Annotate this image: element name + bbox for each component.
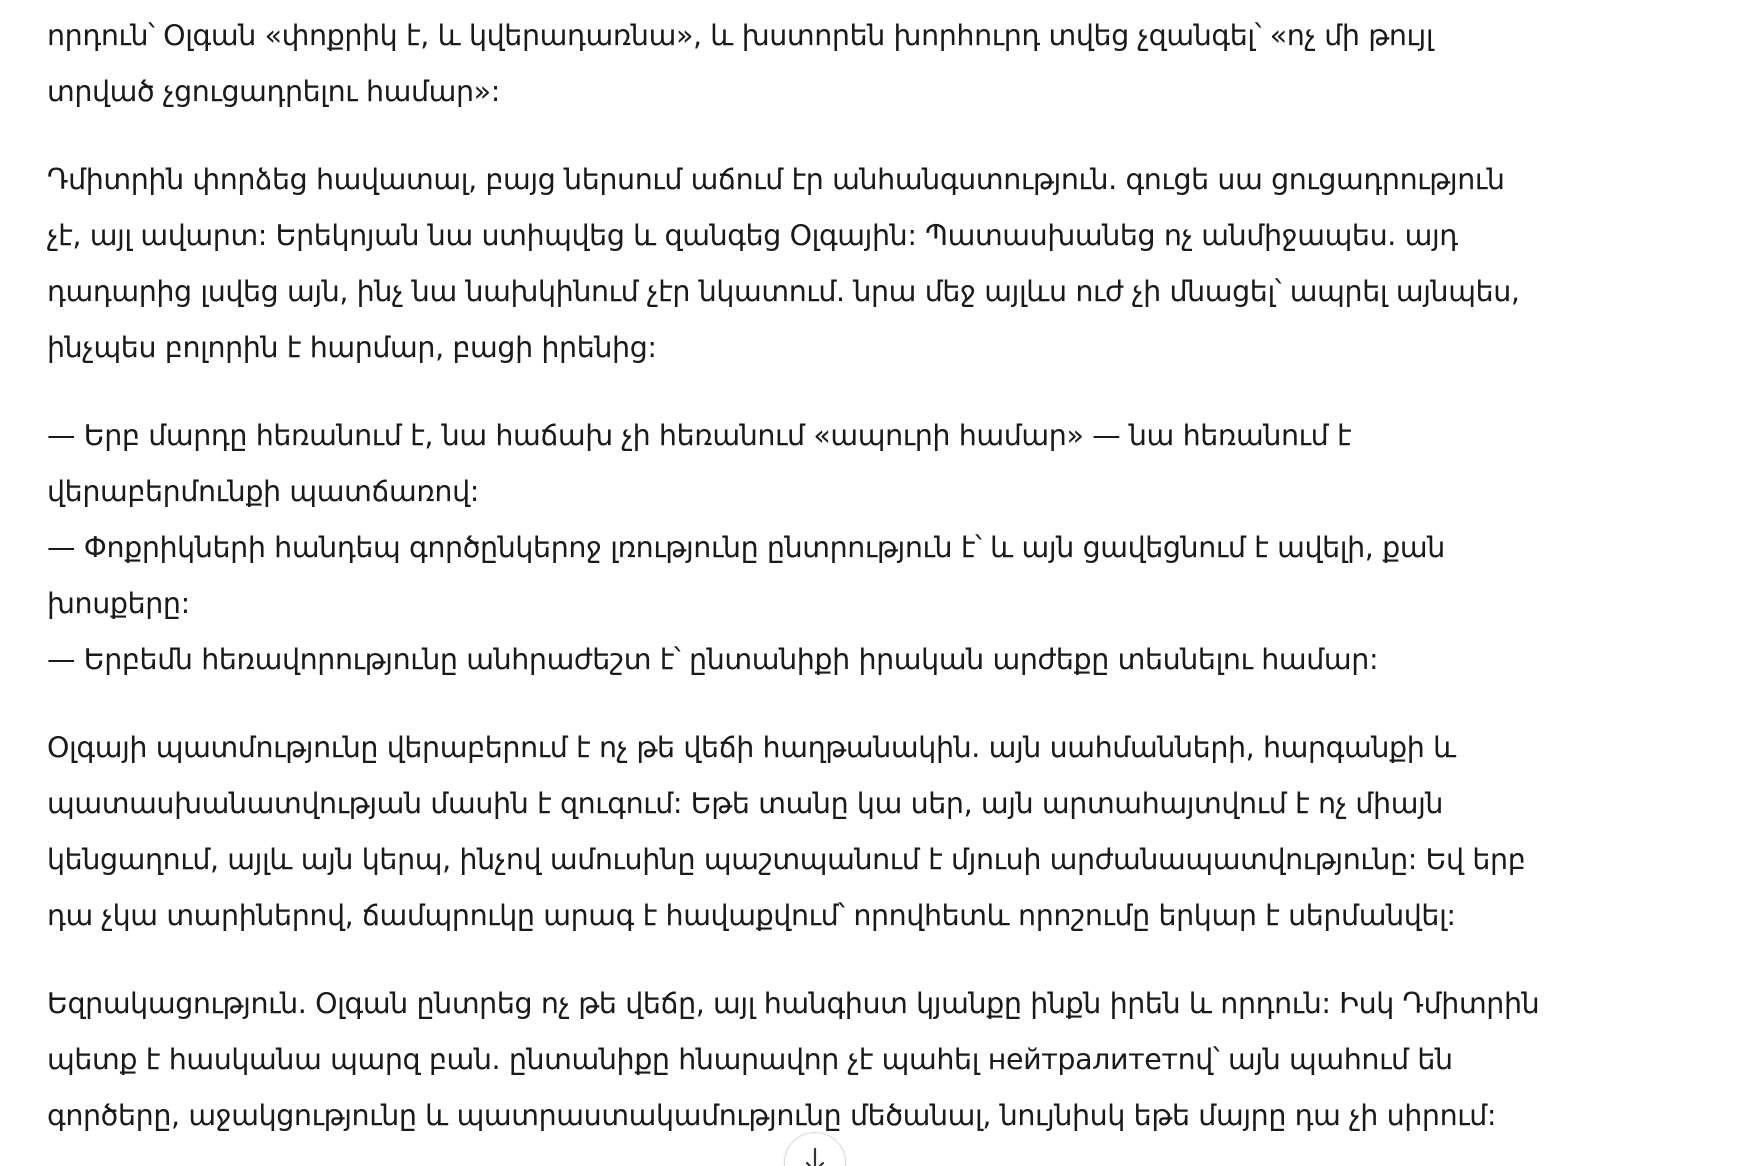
paragraph-line: որդուն՝ Օլգան «փոքրիկ է, և կվերադառնա», և խստորեն խորհուրդ տվեց չզանգել՝ «ոչ մի թույլ bbox=[47, 19, 1434, 52]
conclusion-paragraph bbox=[47, 976, 1607, 1144]
paragraph-line: պետք է հասկանա պարզ բան. ընտանիքը հնարավոր չէ պահել нейтралитетով՝ այն պահում են bbox=[47, 1043, 1453, 1076]
paragraph-line: Օլգայի պատմությունը վերաբերում է ոչ թե վեճի հաղթանակին. այն սահմանների, հարգանքի և bbox=[47, 731, 1456, 764]
paragraph-line: պատասխանատվության մասին է զուգում: Եթե տանը կա սեր, այն արտահայտվում է ոչ միայն bbox=[47, 787, 1444, 820]
article-body bbox=[47, 8, 1607, 1166]
paragraph-line: գործերը, աջակցությունը և պատրաստակամությունը մեծանալ, նույնիսկ եթե մայրը դա չի սիրում: bbox=[47, 1099, 1497, 1132]
paragraph bbox=[47, 152, 1607, 376]
paragraph-line: դա չկա տարիներով, ճամպրուկը արագ է հավաքվում՝ որովհետև որոշումը երկար է սերմանվել: bbox=[47, 899, 1456, 932]
paragraph bbox=[47, 720, 1607, 944]
arrow-down-icon bbox=[801, 1133, 829, 1166]
dialog-list bbox=[47, 408, 1607, 688]
dialog-line: — Երբեմն հեռավորությունը անհրաժեշտ է՝ ընտանիքի իրական արժեքը տեսնելու համար: bbox=[47, 643, 1379, 676]
dialog-line: — Երբ մարդը հեռանում է, նա հաճախ չի հեռանում «ապուրի համար» — նա հեռանում է bbox=[47, 419, 1352, 452]
paragraph-line: տրված չցուցադրելու համար»: bbox=[47, 75, 500, 108]
paragraph-line: չէ, այլ ավարտ: Երեկոյան նա ստիպվեց և զանգեց Օլգային: Պատասխանեց ոչ անմիջապես. այդ bbox=[47, 219, 1458, 252]
dialog-line: վերաբերմունքի պատճառով: bbox=[47, 475, 479, 508]
paragraph bbox=[47, 8, 1607, 120]
dialog-line: խոսքերը: bbox=[47, 587, 190, 620]
dialog-line: — Փոքրիկների հանդեպ գործընկերոջ լռությունը ընտրություն է՝ և այն ցավեցնում է ավելի, քան bbox=[47, 531, 1445, 564]
paragraph-line: ինչպես բոլորին է հարմար, բացի իրենից: bbox=[47, 331, 657, 364]
paragraph-line: կենցաղում, այլև այն կերպ, ինչով ամուսինը պաշտպանում է մյուսի արժանապատվությունը: Եվ երբ bbox=[47, 843, 1526, 876]
paragraph-line: դադարից լսվեց այն, ինչ նա նախկինում չէր նկատում. նրա մեջ այլևս ուժ չի մնացել՝ ապրել այնպես, bbox=[47, 275, 1520, 308]
paragraph-line: Դմիտրին փորձեց հավատալ, բայց ներսում աճում էր անհանգստություն. գուցե սա ցուցադրություն bbox=[47, 163, 1505, 196]
paragraph-line: Եզրակացություն. Օլգան ընտրեց ոչ թե վեճը, այլ հանգիստ կյանքը ինքն իրեն և որդուն: Իսկ Դմիտրին bbox=[47, 987, 1540, 1020]
